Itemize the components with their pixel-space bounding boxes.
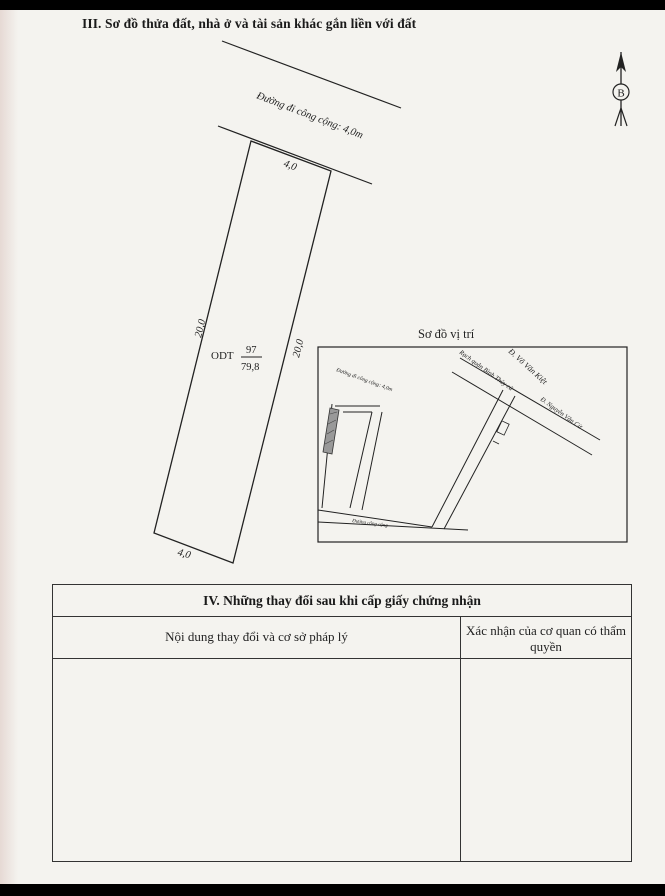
column-header-content: Nội dung thay đổi và cơ sở pháp lý: [53, 617, 461, 659]
street-nguyen-van-cu-label: Đ. Nguyễn Văn Cừ: [538, 395, 583, 431]
parcel-area: 79,8: [241, 362, 260, 373]
public-road-label: Đường đi công cộng: 4,0m: [335, 367, 394, 394]
street-vo-van-kiet-label: Đ. Võ Văn Kiệt: [506, 346, 550, 387]
land-code: ODT: [211, 350, 234, 362]
section-iii-title: III. Sơ đồ thửa đất, nhà ở và tài sản khác gắn liền với đất: [82, 16, 417, 31]
road-label: Đường đi công cộng: 4,0m: [254, 90, 365, 142]
confirmation-cell: [461, 659, 631, 861]
section-iv-title: IV. Những thay đổi sau khi cấp giấy chứng nhận: [53, 585, 631, 617]
changes-table: [52, 584, 632, 862]
compass-label: B: [617, 87, 625, 100]
bottom-edge-label: 4,0: [176, 547, 192, 562]
content-cell: [53, 659, 461, 861]
right-edge-label: 20,0: [291, 338, 307, 359]
canal-label: Rạch quận Bình Thủy cũ: [457, 348, 514, 393]
bottom-road-label: Đường công cộng: [351, 519, 389, 529]
column-header-confirmation: Xác nhận của cơ quan có thẩm quyền: [461, 617, 631, 659]
top-edge-label: 4,0: [281, 158, 299, 174]
left-edge-label: 20,0: [193, 318, 209, 339]
parcel-location-marker: [323, 408, 339, 454]
parcel-number: 97: [246, 345, 257, 356]
location-map-title: Sơ đồ vị trí: [418, 327, 475, 341]
